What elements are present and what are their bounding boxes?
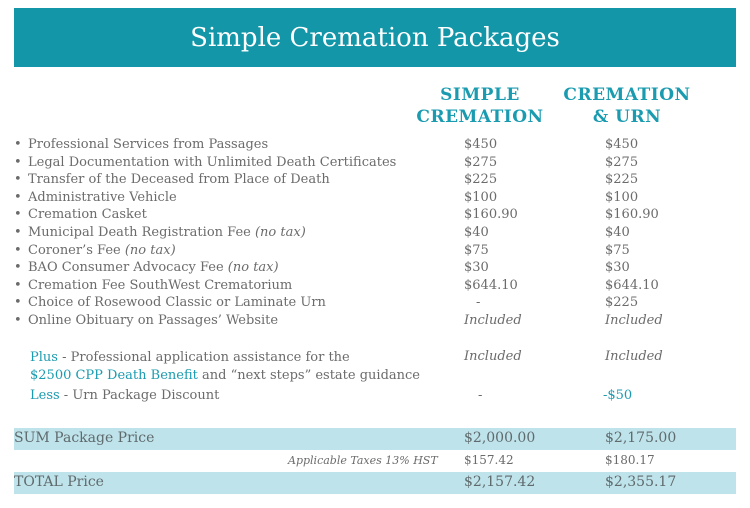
sum-package-price-row: [14, 428, 736, 450]
item-label: Professional Services from Passages: [28, 137, 269, 152]
bullet-icon: •: [14, 260, 22, 276]
cpp-benefit-highlight: $2500 CPP Death Benefit: [30, 368, 198, 383]
list-item: [14, 224, 714, 242]
column-header-line: & URN: [592, 107, 662, 127]
column-header-line: SIMPLE: [440, 85, 520, 105]
package-items-list: [14, 136, 714, 330]
total-price-urn: $2,355.17: [605, 474, 677, 490]
tax-amount-simple: $157.42: [464, 453, 514, 467]
column-header-line: CREMATION: [563, 85, 691, 105]
item-price-simple: $160.90: [464, 207, 518, 223]
bullet-icon: •: [14, 295, 22, 311]
column-header-line: CREMATION: [416, 107, 544, 127]
item-label: Administrative Vehicle: [28, 189, 177, 205]
list-item: [14, 171, 714, 189]
item-price-urn: $75: [605, 242, 630, 258]
tax-label: Applicable Taxes 13% HST: [288, 454, 438, 467]
sum-price-simple: $2,000.00: [464, 430, 536, 446]
plus-prefix: Plus: [30, 350, 58, 365]
bullet-icon: •: [14, 154, 22, 170]
item-label: BAO Consumer Advocacy Fee (no tax): [28, 260, 279, 276]
less-price-simple: -: [478, 388, 483, 403]
total-price-row: [14, 472, 736, 494]
item-price-urn: $100: [605, 189, 639, 205]
item-price-simple: $225: [464, 172, 498, 188]
item-price-simple: $275: [464, 154, 498, 170]
item-price-urn: $160.90: [605, 207, 659, 223]
item-price-simple: Included: [464, 312, 522, 328]
item-price-urn: $450: [605, 137, 639, 152]
bullet-icon: •: [14, 242, 22, 258]
list-item: [14, 277, 714, 295]
sum-label: SUM Package Price: [14, 430, 155, 446]
item-label: Transfer of the Deceased from Place of Death: [28, 172, 330, 188]
item-price-simple: $30: [464, 260, 489, 276]
item-price-simple: -: [476, 295, 481, 311]
less-prefix: Less: [30, 388, 60, 403]
list-item: [14, 294, 714, 312]
item-price-urn: $40: [605, 224, 630, 240]
less-urn-discount: [30, 388, 219, 403]
plus-cpp-benefit-note: [30, 349, 420, 385]
item-label: Online Obituary on Passages’ Website: [28, 312, 279, 328]
list-item: [14, 206, 714, 224]
bullet-icon: •: [14, 312, 22, 328]
column-header-cremation-urn: [557, 84, 697, 128]
list-item: [14, 189, 714, 207]
item-price-urn: Included: [605, 312, 663, 328]
list-item: [14, 136, 714, 154]
item-price-urn: $644.10: [605, 277, 659, 293]
item-price-simple: $40: [464, 224, 489, 240]
item-label: Municipal Death Registration Fee (no tax): [28, 224, 306, 240]
bullet-icon: •: [14, 172, 22, 188]
plus-price-simple: Included: [464, 349, 522, 364]
tax-amount-urn: $180.17: [605, 453, 655, 467]
bullet-icon: •: [14, 277, 22, 293]
item-price-urn: $225: [605, 172, 639, 188]
total-label: TOTAL Price: [14, 474, 104, 490]
plus-price-urn: Included: [605, 349, 663, 364]
item-price-urn: $30: [605, 260, 630, 276]
less-price-urn: -$50: [603, 388, 633, 403]
list-item: [14, 242, 714, 260]
plus-text-2: and “next steps” estate guidance: [197, 368, 421, 383]
sum-price-urn: $2,175.00: [605, 430, 677, 446]
less-text: - Urn Package Discount: [59, 388, 220, 403]
item-price-simple: $75: [464, 242, 489, 258]
item-label: Cremation Fee SouthWest Crematorium: [28, 277, 293, 293]
item-price-simple: $644.10: [464, 277, 518, 293]
item-label: Choice of Rosewood Classic or Laminate Urn: [28, 295, 326, 311]
page-title: Simple Cremation Packages: [190, 22, 560, 53]
title-banner: [14, 8, 736, 67]
item-label: Coroner’s Fee (no tax): [28, 242, 176, 258]
list-item: [14, 259, 714, 277]
list-item: [14, 312, 714, 330]
item-price-urn: $225: [605, 295, 639, 311]
bullet-icon: •: [14, 207, 22, 223]
item-price-simple: $100: [464, 189, 498, 205]
column-header-simple-cremation: [410, 84, 550, 128]
bullet-icon: •: [14, 224, 22, 240]
item-price-urn: $275: [605, 154, 639, 170]
total-price-simple: $2,157.42: [464, 474, 536, 490]
item-label: Legal Documentation with Unlimited Death Certificates: [28, 154, 397, 170]
bullet-icon: •: [14, 137, 22, 152]
list-item: [14, 154, 714, 172]
item-price-simple: $450: [464, 137, 498, 152]
item-label: Cremation Casket: [28, 207, 147, 223]
plus-text: - Professional application assistance for the: [57, 350, 350, 365]
bullet-icon: •: [14, 189, 22, 205]
